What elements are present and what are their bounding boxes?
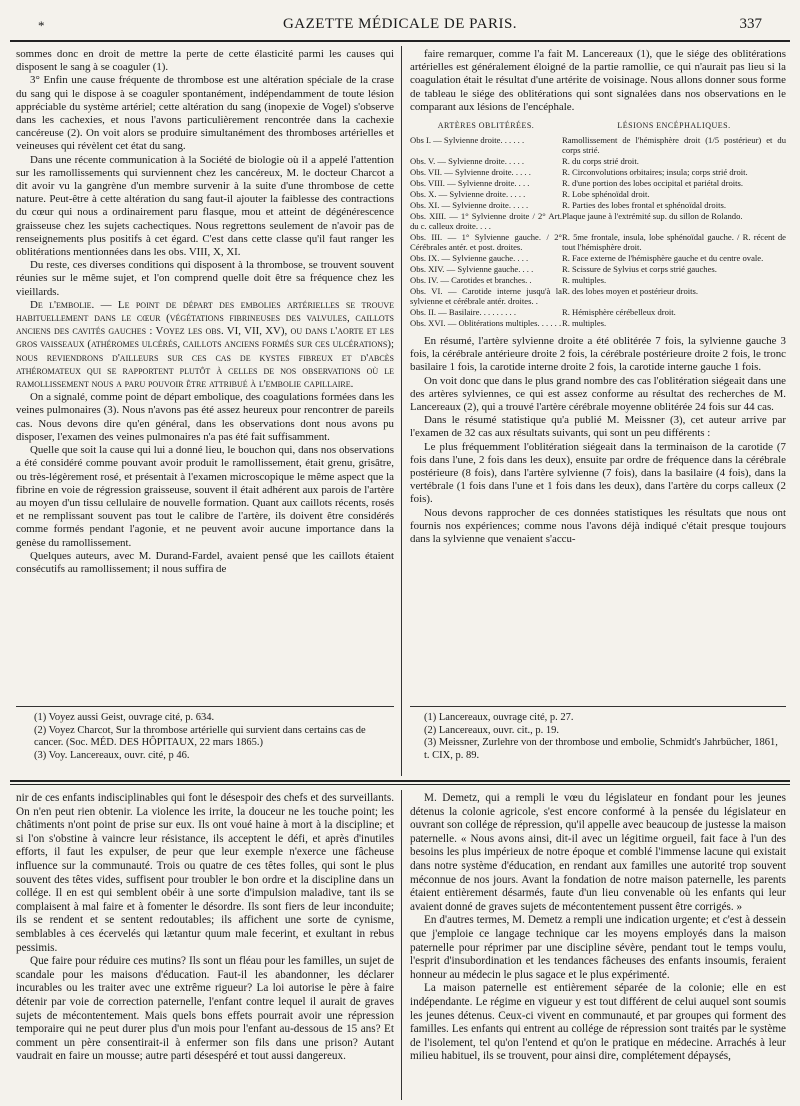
paragraph: Dans une récente communication à la Société de biologie où il a appelé l'attention sur les ramollissements qui surviennent chez les cancéreux, M. le docteur Charcot a dit avoir vu la gangrène d'un membre survenir à la suite d'une thrombose de cette nature. Peut-être à cette altération du sang faut-il ajouter la faiblesse des contractions du cœur qui nous a ordinairement paru flasque, mou et atteint de dégénérescence graisseuse chez les sujets cachectiques. Nous regrettons seulement de n'avoir pas de renseignements plus positifs à cet égard. C'est dans cette classe qu'il faut ranger les oblitérations mentionnées dans les obs. VIII, X, XI. (16, 153, 394, 259)
table-cell: Obs. XIII. — 1° Sylvienne droite / 2° Art. du c. calleux droite. . . . (410, 211, 562, 232)
table-cell: Obs. V. — Sylvienne droite. . . . . (410, 156, 525, 167)
table-row (410, 318, 786, 329)
table-row (410, 135, 786, 156)
paragraph: Le plus fréquemment l'oblitération siégeait dans la terminaison de la carotide (7 fois dans l'une, 2 fois dans les deux), ensuite par ordre de fréquence dans la cérébrale postérieure (8 fois), dans l'artère sylvienne (7 fois), dans la basilaire (4 fois), dans la vertébrale (1 fois dans l'une et 1 fois dans les deux), dans l'artère du corps calleux (2 fois). (410, 440, 786, 506)
paragraph: 3° Enfin une cause fréquente de thrombose est une altération spéciale de la crase du sang qui le dispose à se coaguler spontanément, indépendamment de toute lésion appréciable du système artériel; cette altération du sang (inopexie de Vogel) s'observe dans les cachexies, et nous l'avons particulièrement rencontrée dans la cachexie cancéreuse (2). On voit alors se produire simultanément des thromboses artérielles et veineuses qui révèlent cet état du sang. (16, 74, 394, 153)
footnote: (2) Lancereaux, ouvr. cit., p. 19. (424, 724, 559, 736)
footnotes-right (424, 712, 786, 762)
table-cell: R. Face externe de l'hémisphère gauche et du centre ovale. (562, 253, 764, 264)
table-cell: Obs. VIII. — Sylvienne droite. . . . (410, 178, 530, 189)
table-cell: Obs. X. — Sylvienne droite. . . . . (410, 189, 526, 200)
paragraph: Du reste, ces diverses conditions qui disposent à la thrombose, se trouvent souvent réunies sur le même sujet, et l'on comprend quelle doit être sa fréquence chez les vieillards. (16, 259, 394, 298)
footnotes-left (34, 712, 394, 762)
table-cell: Obs. VII. — Sylvienne droite. . . . . (410, 167, 531, 178)
lower-left-column (16, 792, 394, 1064)
paragraph: Quelques auteurs, avec M. Durand-Fardel, avaient pensé que les caillots étaient consécutifs au ramollissement; il nous suffira de (16, 549, 394, 575)
table-row (410, 232, 786, 253)
page-header (0, 0, 800, 38)
obliteration-table (410, 120, 786, 329)
paragraph: La maison paternelle est entièrement séparée de la colonie; elle en est indépendante. Le régime en vigueur y est tout différent de celui auquel sont soumis les jeunes détenus. Ceux-ci vivent en communauté, et par groupes qui forment des familles. Les enfants qui entrent au collége de répression sont traités par le système de l'isolement, tel qu'on l'entend et qu'on le pratique en médecine. Arrachés à leur milieu habituel, ils se trouvent, pour ainsi dire, complétement dépaysés, (410, 982, 786, 1063)
table-cell: Obs. XI. — Sylvienne droite. . . . . (410, 200, 529, 211)
table-row (410, 156, 786, 167)
paragraph: faire remarquer, comme l'a fait M. Lancereaux (1), que le siége des oblitérations artérielles est généralement éloigné de la partie ramollie, ce qui n'aurait pas lieu si la coagulation était le résultat d'une artérite de voisinage. Nous allons donner sous forme de tableau le siége des oblitérations qui sont signalées dans nos observations en le comparant aux lésions de l'encéphale. (410, 48, 786, 113)
table-cell: Obs. XVI. — Oblitérations multiples. . . . . . (410, 318, 562, 329)
paragraph: Quelle que soit la cause qui lui a donné lieu, le bouchon qui, dans nos observations a été considéré comme pouvant avoir produit le ramollissement, était grenu, grisâtre, ou très-légèrement rosé, et présentait à l'examen microscopique le même aspect que la fibrine en voie de régression graisseuse, souvent il était adhérent aux parois de l'artère au moyen d'un tissu cellulaire de nouvelle formation. Quant aux caillots récents, rosés et ne remplissant souvent pas tout le calibre de l'artère, ils doivent être considérés comme formés pendant l'agonie, et ne peuvent avoir aucune importance dans la genèse du ramollissement. (16, 444, 394, 549)
table-cell: R. 5me frontale, insula, lobe sphénoïdal gauche. / R. récent de tout l'hémisphère droit. (562, 232, 786, 253)
table-cell: R. multiples. (562, 318, 607, 329)
table-row (410, 200, 786, 211)
table-row (410, 264, 786, 275)
table-row (410, 286, 786, 307)
footnote: (3) Meissner, Zurlehre von der thrombose und embolie, Schmidt's Jahrbücher, 1861, t. CIX, p. 89. (424, 737, 778, 761)
paragraph: On voit donc que dans le plus grand nombre des cas l'oblitération siégeait dans une des artères sylviennes, ce qui est assez conforme au résultat des recherches de M. Lancereaux (2), qui a trouvé l'artère cérébrale moyenne oblitérée 24 fois sur 44 cas. (410, 374, 786, 414)
table-row (410, 307, 786, 318)
paragraph: En d'autres termes, M. Demetz a rempli une indication urgente; et c'est à dessein que j'emploie ce langage technique car les moyens employés dans la maison paternelle pour réprimer par une discipline sévère, pendant tout le temps voulu, l'esprit d'insubordination et les tendances fâcheuses des enfants insoumis, feraient honneur au médecin le plus sagace et le plus expérimenté. (410, 914, 786, 981)
table-cell: R. Scissure de Sylvius et corps strié gauches. (562, 264, 717, 275)
table-cell: Obs. II. — Basilaire. . . . . . . . . (410, 307, 516, 318)
footnote: (1) Voyez aussi Geist, ouvrage cité, p. 634. (34, 712, 215, 723)
paragraph: M. Demetz, qui a rempli le vœu du législateur en fondant pour les jeunes détenus la colonie agricole, s'est encore conformé à la pensée du législateur en ouvrant son collége de répression, qu'il appelle avec beaucoup de justesse la maison paternelle. « Nous avons ainsi, dit-il avec un légitime orgueil, fait face à l'un des besoins les plus impérieux de notre époque et comblé l'immense lacune qui existait dans notre système d'éducation, en rendant aux familles une autorité trop souvent méconnue de nos jours. Avant la fondation de notre maison paternelle, les parents étaient entièrement désarmés, faute d'un lieu convenable où les enfants qui leur avaient donné de graves sujets de mécontentement pussent être corrigés. » (410, 792, 786, 913)
table-cell: R. Parties des lobes frontal et sphénoïdal droits. (562, 200, 726, 211)
table-header: ARTÈRES OBLITÉRÉES. (437, 121, 535, 131)
table-row (410, 178, 786, 189)
table-cell: Obs. XIV. — Sylvienne gauche. . . . (410, 264, 534, 275)
table-row (410, 211, 786, 232)
table-row (410, 253, 786, 264)
paragraph: Nous devons rapprocher de ces données statistiques les résultats que nous ont fournis nos expériences; comme nous l'avons déjà indiqué c'était presque toujours dans la sylvienne que venaient s'accu- (410, 506, 786, 546)
table-cell: R. multiples. (562, 275, 607, 286)
table-cell: R. Circonvolutions orbitaires; insula; corps strié droit. (562, 167, 748, 178)
table-row (410, 189, 786, 200)
page-number: 337 (739, 16, 762, 32)
section-separator (10, 780, 790, 785)
paragraph: De l'embolie. — Le point de départ des embolies artérielles se trouve habituellement dans le cœur (végétations fibrineuses des valvules, caillots anciens des cavités gauches : Voyez les obs. VI, VII, XV), ou dans l'aorte et les gros vaisseaux (athéromes ulcérés, caillots anciens formés sur ces ulcérations); nous reviendrons d'ailleurs sur ces cas de kystes fibreux et d'abcès athéromateux qui se rapportent plutôt à celles de nos observations où le ramollissement nous a paru pouvoir être attribué à l'embolie capillaire. (16, 298, 394, 391)
paragraph: En résumé, l'artère sylvienne droite a été oblitérée 7 fois, la sylvienne gauche 3 fois, la cérébrale antérieure droite 2 fois, la cérébrale postérieure droite 2 fois, le tronc basilaire 1 fois, la carotide interne droite 2 fois, la carotide interne gauche 1 fois. (410, 335, 786, 374)
table-cell: R. du corps strié droit. (562, 156, 639, 167)
paragraph: Dans le résumé statistique qu'a publié M. Meissner (3), cet auteur arrive par l'examen de 32 cas aux résultats suivants, qui sont un peu différents : (410, 414, 786, 440)
table-header: LÉSIONS ENCÉPHALIQUES. (617, 121, 731, 131)
table-cell: Ramollissement de l'hémisphère droit (1/5 postérieur) et du corps strié. (562, 135, 786, 156)
journal-title: GAZETTE MÉDICALE DE PARIS. (282, 16, 518, 32)
header-rule (10, 40, 790, 42)
header-mark: * (38, 18, 45, 33)
table-cell: Plaque jaune à l'extrémité sup. du sillon de Rolando. (562, 211, 743, 222)
table-row (410, 167, 786, 178)
footnote-rule-right (410, 706, 786, 707)
table-cell: R. Hémisphère cérébelleux droit. (562, 307, 676, 318)
footnote: (3) Voy. Lancereaux, ouvr. cité, p 46. (34, 749, 190, 761)
table-cell: Obs. IV. — Carotides et branches. . (410, 275, 532, 286)
lower-right-column (410, 792, 786, 1064)
column-divider (401, 46, 402, 776)
footnote: (1) Lancereaux, ouvrage cité, p. 27. (424, 712, 574, 723)
table-row (410, 275, 786, 286)
table-cell: Obs. III. — 1° Sylvienne gauche. / 2° Cérébrales antér. et post. droites. (410, 232, 562, 253)
table-cell: Obs I. — Sylvienne droite. . . . . . (410, 135, 525, 146)
upper-right-column (410, 48, 786, 546)
table-cell: R. d'une portion des lobes occipital et pariétal droits. (562, 178, 744, 189)
upper-left-column (16, 48, 394, 576)
paragraph: nir de ces enfants indisciplinables qui font le désespoir des chefs et des surveillants. On n'en peut rien obtenir. La violence les irrite, la douceur ne les touche point; les châtiments n'ont point de prise sur eux. Ils ont voué haine à mort à la discipline; et si l'on s'obstine à vaincre leur résistance, ils acceptent le défi, et après d'inutiles efforts, il faut les expulser, de peur que leur exemple n'exerce une fâcheuse influence sur la communauté. Trois ou quatre de ces têtes folles, qui sont le plus souvent des têtes vides, suffisent pour troubler le bon ordre et la discipline dans un collége. Il en est qui semblent obéir à une sorte d'impulsion maladive, tant ils se complaisent à mal faire et à fomenter le désordre. Ils sont fiers de leur inconduite; ils se rendent et se sentent redoutables; ils affichent une sorte de cynisme, semblables à ces écervelés qui lætantur quum male fecerint, et exultant in rebus pessimis. (16, 792, 394, 954)
paragraph: On a signalé, comme point de départ embolique, des coagulations formées dans les veines pulmonaires (3). Nous n'avons pas été assez heureux pour rencontrer de pareils cas. Nous devons dire qu'en général, dans les observations dont nous avons pu disposer, l'examen des veines pulmonaires n'a pas été fait suffisamment. (16, 391, 394, 443)
paragraph: sommes donc en droit de mettre la perte de cette élasticité parmi les causes qui disposent le sang à se coaguler (1). (16, 48, 394, 74)
table-cell: R. des lobes moyen et postérieur droits. (562, 286, 699, 297)
column-divider (401, 790, 402, 1100)
table-cell: R. Lobe sphénoïdal droit. (562, 189, 650, 200)
footnote: (2) Voyez Charcot, Sur la thrombose artérielle qui survient dans certains cas de cancer. (Soc. MÉD. DES HÔPITAUX, 22 mars 1865.) (34, 724, 366, 748)
paragraph: Que faire pour réduire ces mutins? Ils sont un fléau pour les familles, un sujet de scandale pour les maisons d'éducation. Faut-il les abandonner, les déclarer incurables ou les traiter avec une extrême rigueur? La loi autorise le père à faire détenir par voie de correction paternelle, l'enfant contre lequel il aurait de graves sujets de mécontentement. Mais quels bons effets pourrait avoir une répression temporaire qui ne peut durer plus d'un mois pour l'enfant au-dessous de 15 ans? Et comment un père consentirait-il à enfermer son fils dans une prison? Autant vaudrait en faire un mousse; autre parti désespéré et tout aussi dangereux. (16, 955, 394, 1063)
table-cell: Obs. IX. — Sylvienne gauche. . . . (410, 253, 529, 264)
footnote-rule-left (16, 706, 394, 707)
table-cell: Obs. VI. — Carotide interne jusqu'à la sylvienne et cérébrale antér. droites. . (410, 286, 562, 307)
